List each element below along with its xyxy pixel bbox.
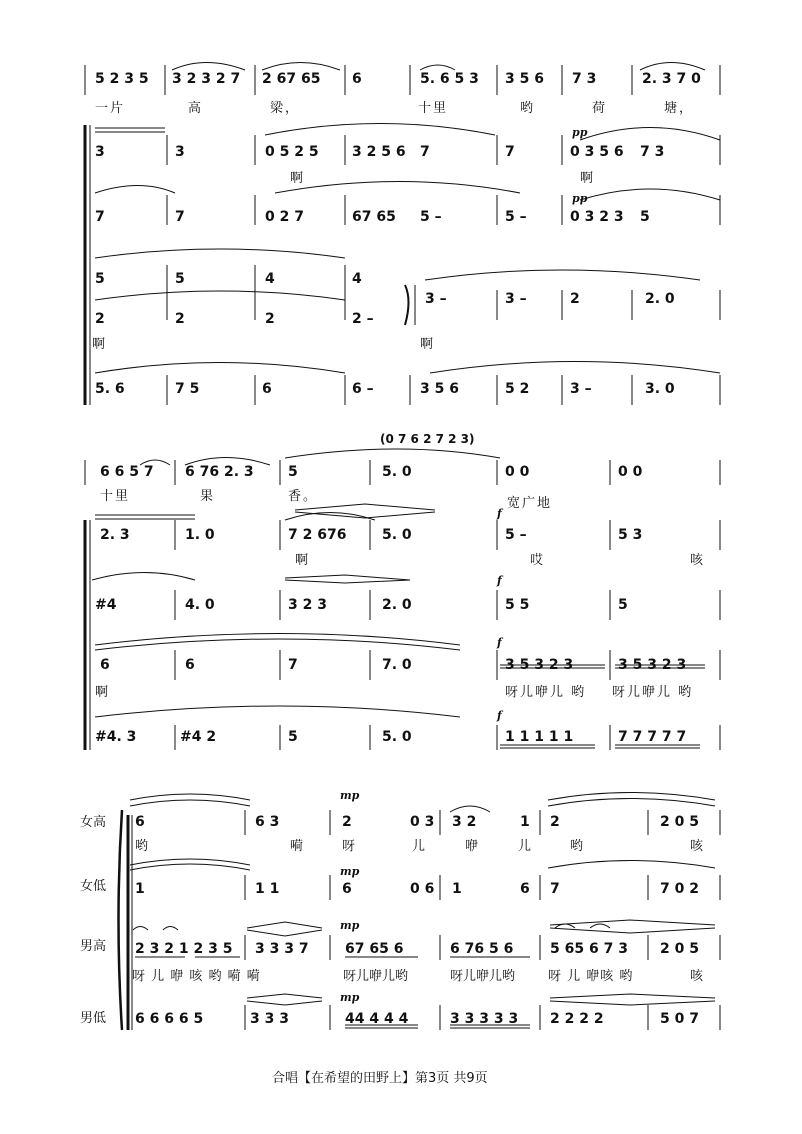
s1-p2-m4: 3 2 5 6 [352,144,406,160]
s2-lyric-2: 果 [200,489,216,504]
s3-p4-m4: 3 3 3 3 3 [450,1011,519,1027]
s2-p2-m1: 2. 3 [100,527,130,543]
s2-p3-m4: 2. 0 [382,597,412,613]
s3-p2-m3: 6 [342,881,352,897]
s1-p3-m6: 5 – [505,209,527,225]
s3-p1-lyric-3: 呀 [342,839,358,854]
s1-p4a-m2: 5 [175,271,185,287]
s3-p3-m6: 2 0 5 [660,941,699,957]
s2-melody-m1: 6 6 5 7 [100,464,154,480]
s1-p3-m8: 5 [640,209,650,225]
voice-label-alto: 女低 [80,879,107,894]
voice-label-tenor: 男高 [80,939,107,954]
s1-melody-m6: 3 5 6 [505,71,544,87]
s3-p4-m5: 2 2 2 2 [550,1011,604,1027]
s3-p3-m3: 67 65 6 [345,941,404,957]
s2-p2-lyric-3: 咳 [690,553,706,568]
s1-p5-m4: 6 – [352,381,374,397]
s1-p5-m2: 7 5 [175,381,200,397]
s1-p4b-m6: 3 – [505,291,527,307]
s2-p4-m4: 7. 0 [382,657,412,673]
s3-p1-m1: 6 [135,814,145,830]
s2-p3-m3: 3 2 3 [288,597,327,613]
s1-p4-lyric-1: 啊 [92,337,108,352]
s1-p3-m3: 0 2 7 [265,209,304,225]
s2-p3-m5: 5 5 [505,597,530,613]
s3-p3-lyric-2: 呀儿咿儿哟 [343,969,409,984]
s1-dyn-pp-1: pp [572,126,588,139]
s3-p1-lyric-5: 咿 [465,839,481,854]
s1-p4a-m4: 4 [352,271,362,287]
s1-melody-m1: 5 2 3 5 [95,71,149,87]
s1-p4a-m1: 5 [95,271,105,287]
s1-p3-m7: 0 3 2 3 [570,209,624,225]
s1-p2-m3: 0 5 2 5 [265,144,319,160]
s2-melody-m4: 5. 0 [382,464,412,480]
s2-dyn-f-1: f [497,507,502,520]
s3-p2-m2: 1 1 [255,881,280,897]
s1-lyric-5: 哟 [520,101,536,116]
s2-p2-m6: 5 3 [618,527,643,543]
s1-melody-m8: 2. 3 7 0 [642,71,701,87]
s1-melody-m7: 7 3 [572,71,597,87]
s1-lyric-6: 荷 [592,101,608,116]
s2-p4-lyric-1: 啊 [95,685,111,700]
s2-p5-m6: 7 7 7 7 7 [618,729,687,745]
s3-dyn-mp-1: mp [340,789,360,802]
s2-cue: (0 7 6 2 7 2 3) [380,432,475,446]
s2-lyric-3: 香。 [288,489,319,504]
s1-p5-m7: 3 – [570,381,592,397]
s3-p2-m6: 6 [520,881,530,897]
s1-p4b-m5: 3 – [425,291,447,307]
s2-p3-m6: 5 [618,597,628,613]
s3-p1-m6: 1 [520,814,530,830]
voice-label-bass: 男低 [80,1011,107,1026]
s2-melody-m2: 6 76 2. 3 [185,464,254,480]
s2-p2-m3: 7 2 676 [288,527,347,543]
s1-p4b-m7: 2 [570,291,580,307]
s2-p4-m2: 6 [185,657,195,673]
s3-p3-m4: 6 76 5 6 [450,941,514,957]
s2-lyric-1: 十里 [100,489,131,504]
s1-p2-m6: 7 [505,144,515,160]
s1-lyric-7: 塘， [664,101,695,116]
s1-p3-m4: 67 65 [352,209,396,225]
s3-p3-lyric-4: 呀 儿 咿咳 哟 [548,969,634,984]
s1-p4a-m3: 4 [265,271,275,287]
s3-p4-m1: 6 6 6 6 5 [135,1011,204,1027]
s2-p5-m3: 5 [288,729,298,745]
s3-dyn-mp-4: mp [340,991,360,1004]
s1-p2-m8: 7 3 [640,144,665,160]
s2-p4-m1: 6 [100,657,110,673]
s1-p3-m5: 5 – [420,209,442,225]
s1-p4b-m1: 2 [95,311,105,327]
s3-dyn-mp-3: mp [340,919,360,932]
s1-dyn-pp-2: pp [572,192,588,205]
s2-p3-m2: 4. 0 [185,597,215,613]
s2-p3-m1: #4 [95,597,117,613]
s1-p5-m6: 5 2 [505,381,530,397]
s3-p2-m1: 1 [135,881,145,897]
s2-p4-m3: 7 [288,657,298,673]
s3-p1-lyric-4: 儿 [412,839,428,854]
s1-p5-m1: 5. 6 [95,381,125,397]
s3-p2-m7: 7 [550,881,560,897]
s1-lyric-2: 高 [188,101,204,116]
s1-melody-m3: 2 67 65 [262,71,321,87]
s2-melody-m6: 0 0 [618,464,643,480]
s1-p5-m3: 6 [262,381,272,397]
s2-p4-lyric-3: 呀儿咿儿 哟 [612,685,694,700]
s1-p4b-m3: 2 [265,311,275,327]
s1-p4b-m8: 2. 0 [645,291,675,307]
s1-melody-m4: 6 [352,71,362,87]
s2-melody-m3: 5 [288,464,298,480]
s1-p2-m5: 7 [420,144,430,160]
s1-melody-m5: 5. 6 5 3 [420,71,479,87]
s2-p4-m5: 3 5 3 2 3 [505,657,574,673]
s3-p1-lyric-7: 哟 [570,839,586,854]
s1-melody-m2: 3 2 3 2 7 [172,71,241,87]
s1-lyric-3: 梁， [270,101,301,116]
s2-p5-m5: 1 1 1 1 1 [505,729,574,745]
s1-p2-lyric-2: 啊 [580,171,596,186]
s3-p2-m5: 1 [452,881,462,897]
s2-p5-m1: #4. 3 [95,729,137,745]
s3-p3-m2: 3 3 3 7 [255,941,309,957]
s3-dyn-mp-2: mp [340,865,360,878]
s2-p2-lyric-1: 啊 [295,553,311,568]
s2-p2-m4: 5. 0 [382,527,412,543]
s1-p2-m2: 3 [175,144,185,160]
s1-p4b-m4: 2 – [352,311,374,327]
s3-p1-m7: 2 [550,814,560,830]
s3-p1-m3: 2 [342,814,352,830]
s3-p1-lyric-8: 咳 [690,839,706,854]
s3-p1-m8: 2 0 5 [660,814,699,830]
s1-p5-m8: 3. 0 [645,381,675,397]
s1-p3-m2: 7 [175,209,185,225]
s3-p4-m6: 5 0 7 [660,1011,699,1027]
s1-p4b-m2: 2 [175,311,185,327]
s2-p2-lyric-2: 哎 [530,553,546,568]
s3-p3-m1: 2 3 2 1 2 3 5 [135,941,233,957]
s1-lyric-4: 十里 [418,101,449,116]
s3-p1-lyric-2: 嗬 [290,839,306,854]
s1-p2-m7: 0 3 5 6 [570,144,624,160]
s3-p1-m2: 6 3 [255,814,280,830]
s2-p2-m2: 1. 0 [185,527,215,543]
s3-p1-m5: 3 2 [452,814,477,830]
s2-dyn-f-2: f [497,574,502,587]
s3-p3-lyric-5: 咳 [690,969,706,984]
s3-p1-lyric-6: 儿 [518,839,534,854]
s1-p4-lyric-2: 啊 [420,337,436,352]
s1-p2-m1: 3 [95,144,105,160]
s1-p3-m1: 7 [95,209,105,225]
s2-p2-m5: 5 – [505,527,527,543]
s2-dyn-f-3: f [497,636,502,649]
page-footer: 合唱【在希望的田野上】第3页 共9页 [272,1071,488,1086]
s1-p5-m5: 3 5 6 [420,381,459,397]
s3-p3-lyric-3: 呀儿咿儿哟 [450,969,516,984]
s1-p2-lyric-1: 啊 [290,171,306,186]
s3-p2-m8: 7 0 2 [660,881,699,897]
s3-p3-lyric-1: 呀 儿 咿 咳 哟 嗬 嗬 [132,969,261,984]
s3-p4-m3: 44 4 4 4 [345,1011,409,1027]
s3-p4-m2: 3 3 3 [250,1011,289,1027]
s2-p4-m6: 3 5 3 2 3 [618,657,687,673]
s2-p4-lyric-2: 呀儿咿儿 哟 [505,685,587,700]
s1-lyric-1: 一片 [95,101,126,116]
s3-p1-m4: 0 3 [410,814,435,830]
s3-p3-m5: 5 65 6 7 3 [550,941,628,957]
s2-dyn-f-4: f [497,709,502,722]
s2-melody-m5: 0 0 [505,464,530,480]
voice-label-soprano: 女高 [80,815,107,830]
s2-p5-m2: #4 2 [180,729,217,745]
s2-p5-m4: 5. 0 [382,729,412,745]
s3-p1-lyric-1: 哟 [135,839,151,854]
s2-expression: 宽广地 [507,496,553,511]
s3-p2-m4: 0 6 [410,881,435,897]
